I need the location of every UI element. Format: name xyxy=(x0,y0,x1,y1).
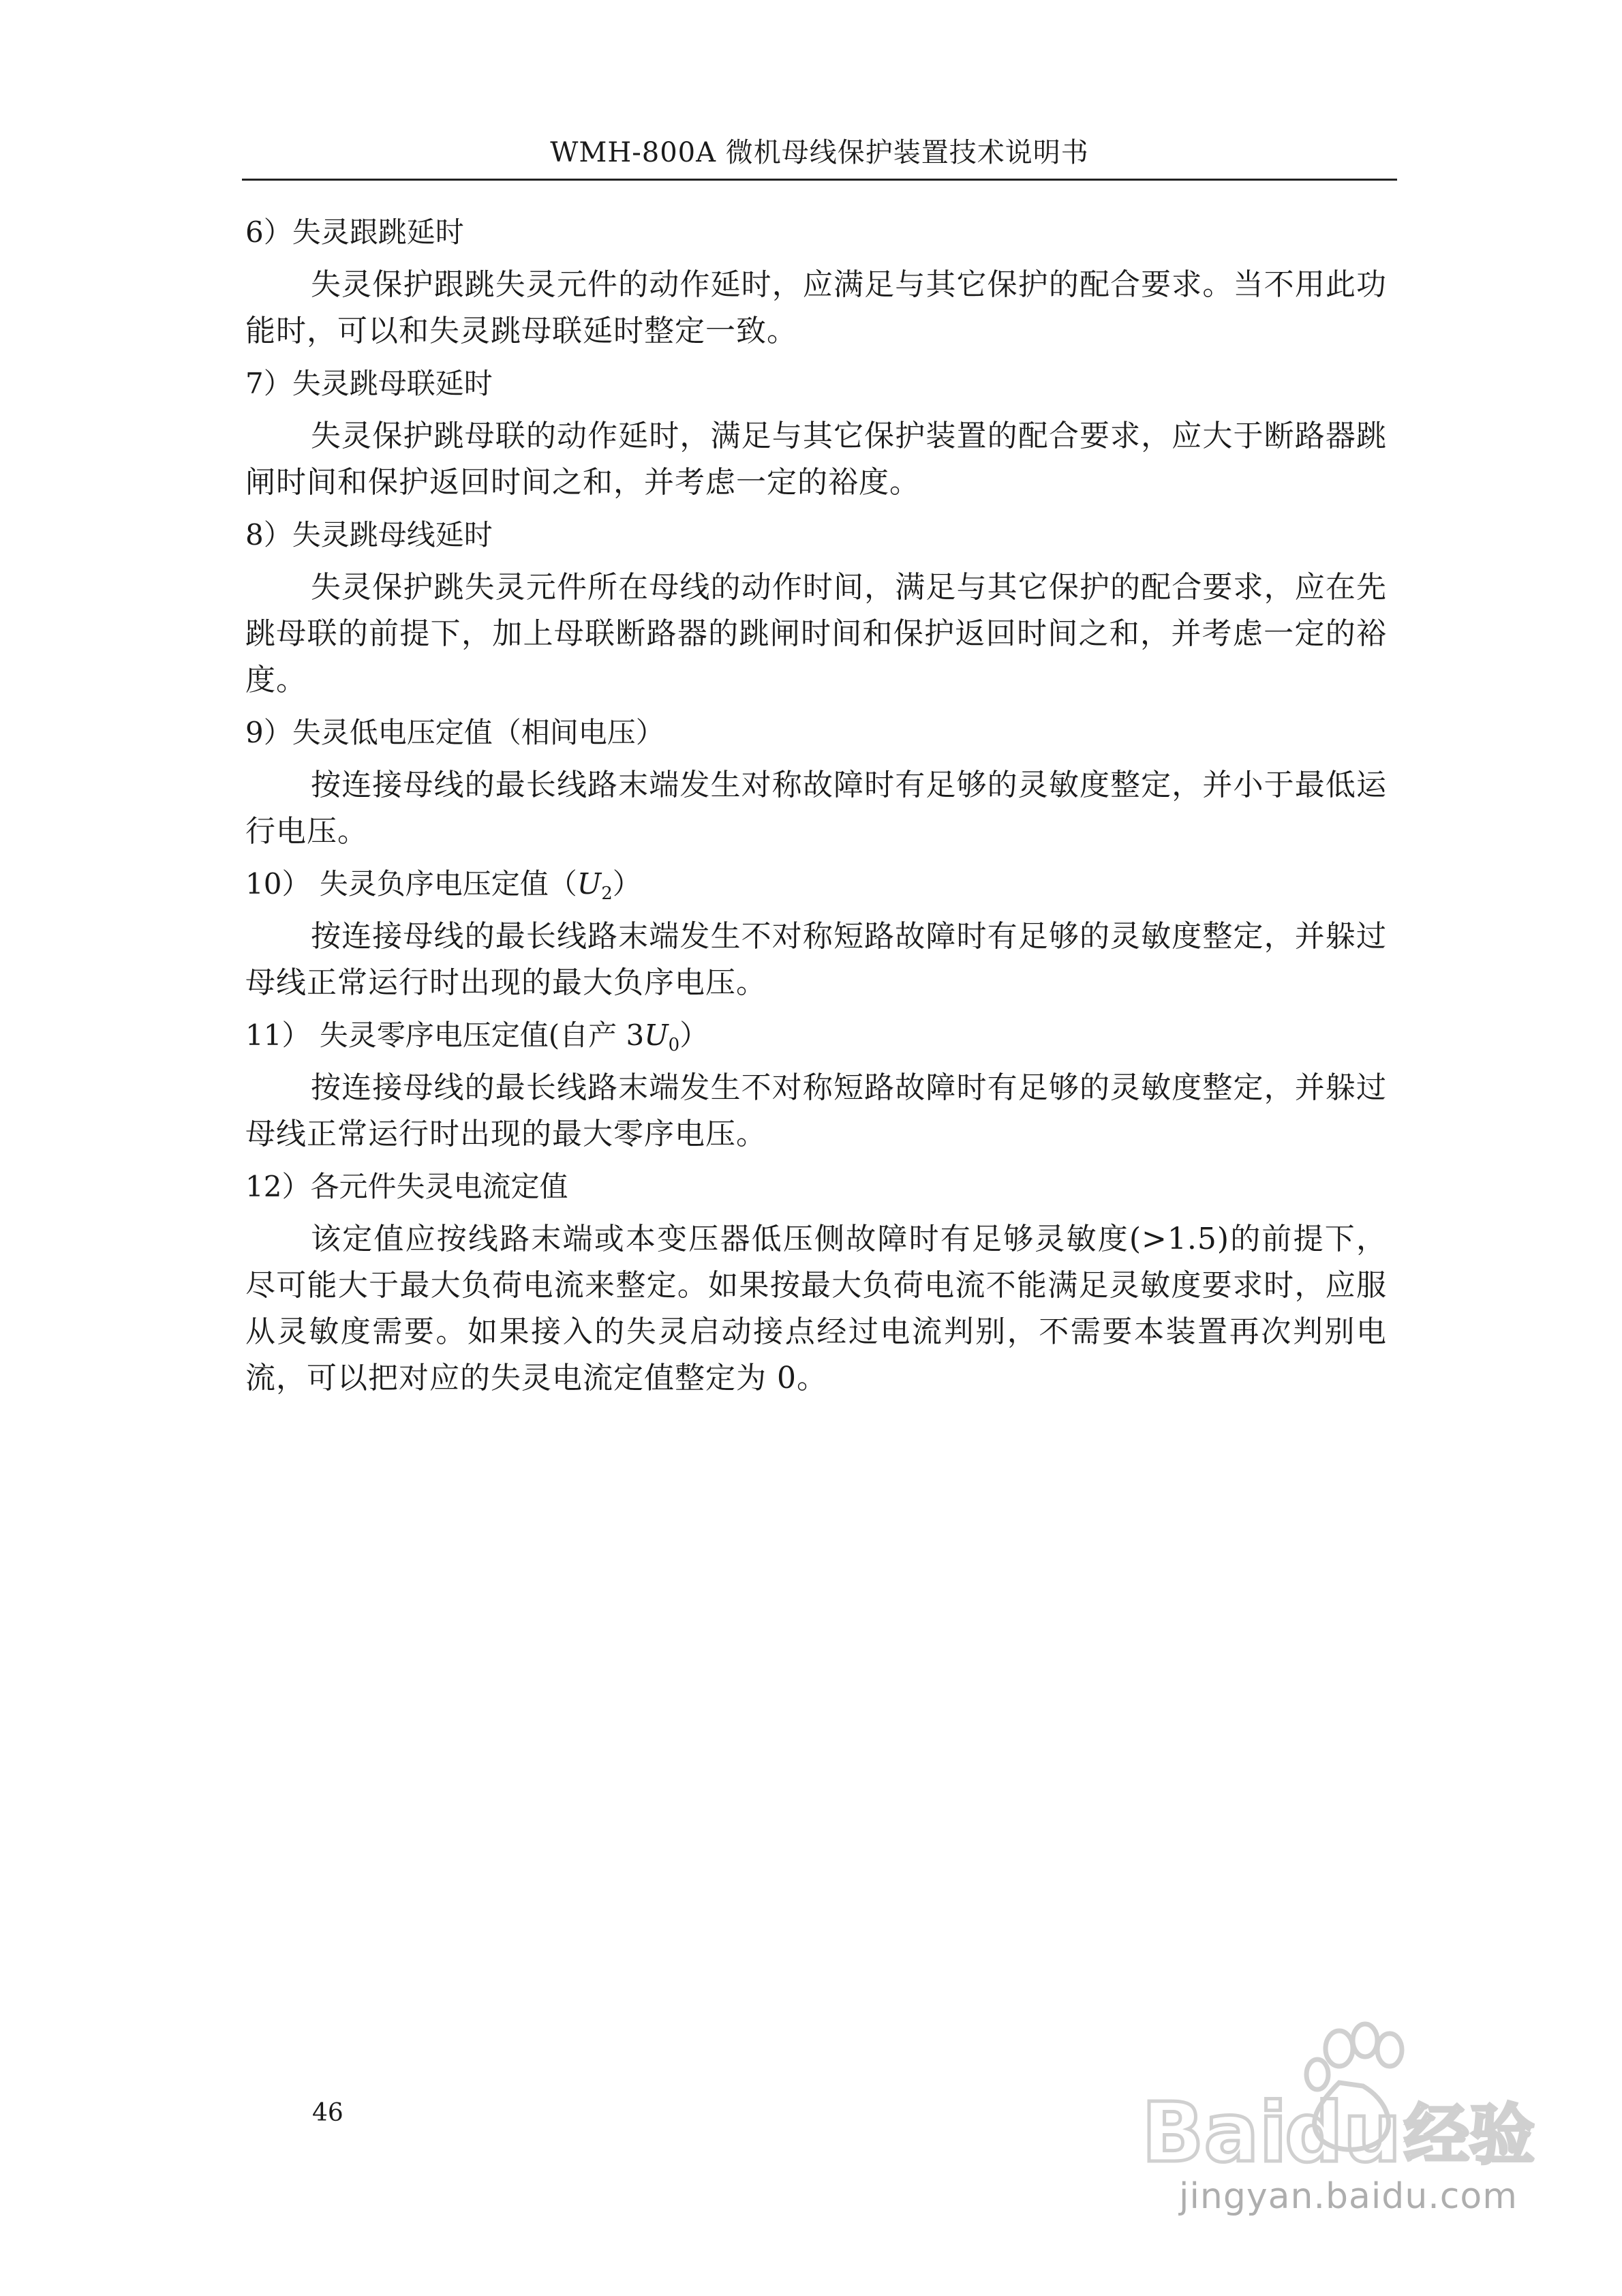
svg-text:du: du xyxy=(1285,2086,1402,2181)
document-body xyxy=(245,210,1387,1408)
section-heading-9: 9）失灵低电压定值（相间电压） xyxy=(245,716,664,749)
section-paragraph-8: 失灵保护跳失灵元件所在母线的动作时间，满足与其它保护的配合要求，应在先跳母联的前提下，加上母联断路器的跳闸时间和保护返回时间之和，并考虑一定的裕度。 xyxy=(245,570,1387,697)
section-heading-12: 12）各元件失灵电流定值 xyxy=(245,1170,568,1203)
section-paragraph-6: 失灵保护跟跳失灵元件的动作延时，应满足与其它保护的配合要求。当不用此功能时，可以和失灵跳母联延时整定一致。 xyxy=(245,267,1387,348)
svg-text:经验: 经验 xyxy=(1404,2097,1535,2173)
section-heading-10 xyxy=(245,862,1387,907)
voltage-symbol: U xyxy=(577,867,602,901)
voltage-subscript: 2 xyxy=(601,883,613,904)
section-heading-8: 8）失灵跳母线延时 xyxy=(245,518,493,552)
section-paragraph-7: 失灵保护跳母联的动作延时，满足与其它保护装置的配合要求，应大于断路器跳闸时间和保护返回时间之和，并考虑一定的裕度。 xyxy=(245,419,1387,500)
header-rule xyxy=(242,179,1397,181)
running-header: WMH-800A 微机母线保护装置技术说明书 xyxy=(550,137,1089,168)
section-heading-11-prefix: 11） 失灵零序电压定值(自产 3 xyxy=(245,1018,645,1052)
watermark-url: jingyan.baidu.com xyxy=(1179,2176,1518,2217)
voltage-subscript: 0 xyxy=(668,1035,680,1055)
section-heading-6: 6）失灵跟跳延时 xyxy=(245,215,464,249)
section-heading-11 xyxy=(245,1013,1387,1058)
section-paragraph-10: 按连接母线的最长线路末端发生不对称短路故障时有足够的灵敏度整定，并躲过母线正常运行时出现的最大负序电压。 xyxy=(245,919,1387,1000)
section-heading-11-suffix: ） xyxy=(679,1018,709,1052)
section-heading-10-suffix: ） xyxy=(612,867,641,901)
baidu-logo-text: Bai xyxy=(1142,2086,1287,2181)
page-number: 46 xyxy=(312,2099,343,2127)
voltage-symbol: U xyxy=(644,1018,669,1052)
section-paragraph-9: 按连接母线的最长线路末端发生对称故障时有足够的灵敏度整定，并小于最低运行电压。 xyxy=(245,768,1387,849)
section-heading-7: 7）失灵跳母联延时 xyxy=(245,367,493,400)
section-heading-10-prefix: 10） 失灵负序电压定值（ xyxy=(245,867,577,901)
section-paragraph-11: 按连接母线的最长线路末端发生不对称短路故障时有足够的灵敏度整定，并躲过母线正常运行时出现的最大零序电压。 xyxy=(245,1070,1387,1151)
section-paragraph-12: 该定值应按线路末端或本变压器低压侧故障时有足够灵敏度(>1.5)的前提下，尽可能大于最大负荷电流来整定。如果按最大负荷电流不能满足灵敏度要求时，应服从灵敏度需要。如果接入的失灵启动接点经过电流判别，不需要本装置再次判别电流，可以把对应的失灵电流定值整定为 0。 xyxy=(245,1222,1387,1395)
